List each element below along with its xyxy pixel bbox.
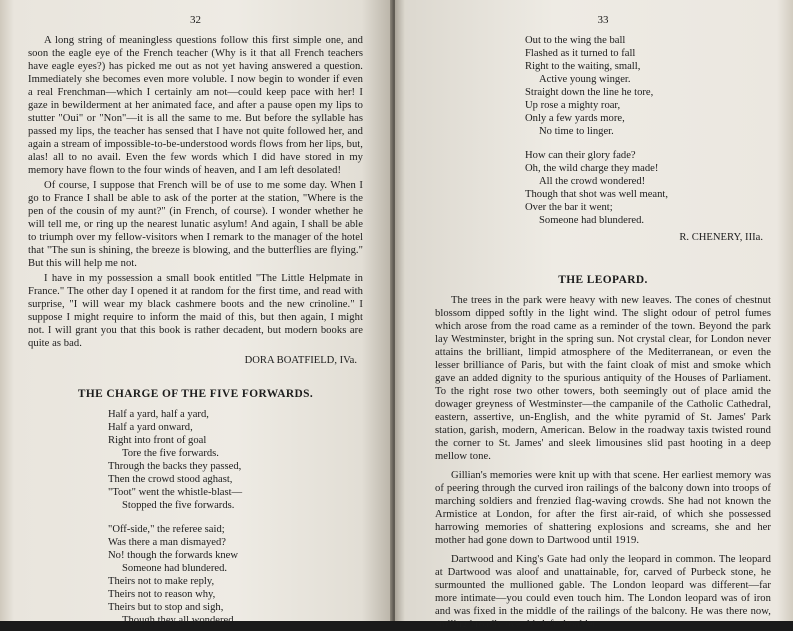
poem-line: Up rose a mighty roar, xyxy=(525,100,621,111)
poem-signature: R. CHENERY, IIIa. xyxy=(679,232,763,243)
page-number-left: 32 xyxy=(190,14,201,26)
poem-line: No time to linger. xyxy=(539,126,614,137)
poem-title: THE CHARGE OF THE FIVE FORWARDS. xyxy=(77,388,314,400)
poem-line: "Toot" went the whistle-blast— xyxy=(108,487,243,498)
poem-line: Someone had blundered. xyxy=(122,563,228,574)
poem-line: Active young winger. xyxy=(539,74,631,85)
poem-line: Though they all wondered. xyxy=(122,615,237,626)
poem-left xyxy=(28,408,363,627)
poem-stanza-2 xyxy=(108,523,363,627)
story-title: THE LEOPARD. xyxy=(558,274,648,286)
poem-line: Theirs not to make reply, xyxy=(108,576,215,587)
poem-line: Stopped the five forwards. xyxy=(122,500,235,511)
paragraph-2: Of course, I suppose that French will be of use to me some day. When I go to France I shall be able to ask of the porter at the station, "Where is the pen of the cousin of my aunt?" (in French, of course). I wonder whether he will tell me, or ring up the nearest lunatic asylum! And again, I shall be able to triumph over my fellow-visitors when I remark to the manager of the hotel that "The sun is shining, the breeze is blowing, and the butterflies are flying." But this will help me not. xyxy=(28,180,363,269)
poem-line: Theirs but to stop and sigh, xyxy=(108,602,224,613)
right-page xyxy=(395,0,793,630)
poem-stanza-3 xyxy=(525,34,771,138)
poem-line: Half a yard onward, xyxy=(108,422,193,433)
story-paragraph-2: Gillian's memories were knit up with that scene. Her earliest memory was of peering through the curved iron railings of the balcony down into troops of marching soldiers and frenzied flag-waving crowds. She had not known the Armistice at London, for after the first air-raid, of which she possessed harrowing memories of shattering explosions and screams, she and her mother had gone down to Dartwood until 1919. xyxy=(435,470,771,546)
poem-stanza-1 xyxy=(108,408,363,512)
story-paragraph-1: The trees in the park were heavy with new leaves. The cones of chestnut blossom dipped softly in the light wind. The slight odour of petrol fumes which arose from the road came as a reminder of the town. Beyond the park lay Westminster, bright in the spring sun. Not crystal clear, for London never attains the brilliant, limpid atmosphere of the Mediterranean, or even the lesser brilliance of Paris, but with the faint cloak of mist and smoke which gave an added dignity to the spurious antiquity of the Houses of Parliament. To the right rose two other towers, both seemingly out of place amid the dowager greyness of Westminster—the campanile of the Catholic Cathedral, eastern, assertive, un-English, and the white pyramid of St. James' Park station, garish, modern, American. Below in the roadway taxis twisted round the corner to St. James' and sleek limousines slid past hooting in a deep mellow tone. xyxy=(435,295,771,462)
poem-line: "Off-side," the referee said; xyxy=(108,524,225,535)
left-page xyxy=(0,0,393,626)
poem-line: All the crowd wondered! xyxy=(539,176,646,187)
poem-stanza-4 xyxy=(525,149,771,227)
poem-line: Theirs not to reason why, xyxy=(108,589,216,600)
poem-line: Oh, the wild charge they made! xyxy=(525,163,659,174)
paragraph-1: A long string of meaningless questions follow this first simple one, and soon the eagle eye of the French teacher (Why is it that all French teachers have eagle eyes?) has picked me out as not yet having answered a question. Immediately she becomes even more voluble. I now begin to wonder if even a real Frenchman—which I certainly am not—could keep pace with her! I gaze in bewilderment at her animated face, and after a pause open my lips to stutter "Oui" or "Non"—it is all the same to me. But before the syllable has passed my lips, the teacher has sensed that I have not quite followed her, and again a stream of impossible-to-be-understood words flows from her lips, but, alas! all to no avail. Even the few words which I did have stored in my memory have flown to the four winds of heaven, and I am left desolated! xyxy=(28,35,363,176)
poem-line: Tore the five forwards. xyxy=(122,448,219,459)
poem-line: Straight down the line he tore, xyxy=(525,87,654,98)
poem-line: Out to the wing the ball xyxy=(525,35,626,46)
poem-line: Right to the waiting, small, xyxy=(525,61,641,72)
poem-line: Right into front of goal xyxy=(108,435,207,446)
poem-line: Was there a man dismayed? xyxy=(108,537,226,548)
poem-line: Only a few yards more, xyxy=(525,113,625,124)
poem-line: Flashed as it turned to fall xyxy=(525,48,636,59)
poem-line: No! though the forwards knew xyxy=(108,550,239,561)
poem-line: Then the crowd stood aghast, xyxy=(108,474,233,485)
page-number-right: 33 xyxy=(597,14,609,26)
poem-line: Through the backs they passed, xyxy=(108,461,242,472)
poem-line: Half a yard, half a yard, xyxy=(108,409,209,420)
poem-line: Someone had blundered. xyxy=(539,215,645,226)
poem-line: How can their glory fade? xyxy=(525,150,636,161)
story-paragraph-3: Dartwood and King's Gate had only the leopard in common. The leopard at Dartwood was aloof and unattainable, for, carved of Purbeck stone, he surmounted the mullioned gable. The London leopard was different—far more intimate—you could even touch him. The London leopard was of iron and was fixed in the middle of the railings of the balcony. He was there now, smiling broadly over his left shoulder. xyxy=(435,554,771,630)
essay-signature: DORA BOATFIELD, IVa. xyxy=(244,355,357,366)
paragraph-3: I have in my possession a small book entitled "The Little Helpmate in France." The other day I opened it at random for the first time, and read with surprise, "I will wear my black cashmere boots and the new crinoline." I suppose I might require to inform the maid of this, but then again, I might not. I will grant you that this book is rather decadent, but modern books are quite as bad. xyxy=(28,273,363,349)
poem-right xyxy=(435,34,771,227)
poem-line: Over the bar it went; xyxy=(525,202,613,213)
poem-line: Though that shot was well meant, xyxy=(525,189,668,200)
